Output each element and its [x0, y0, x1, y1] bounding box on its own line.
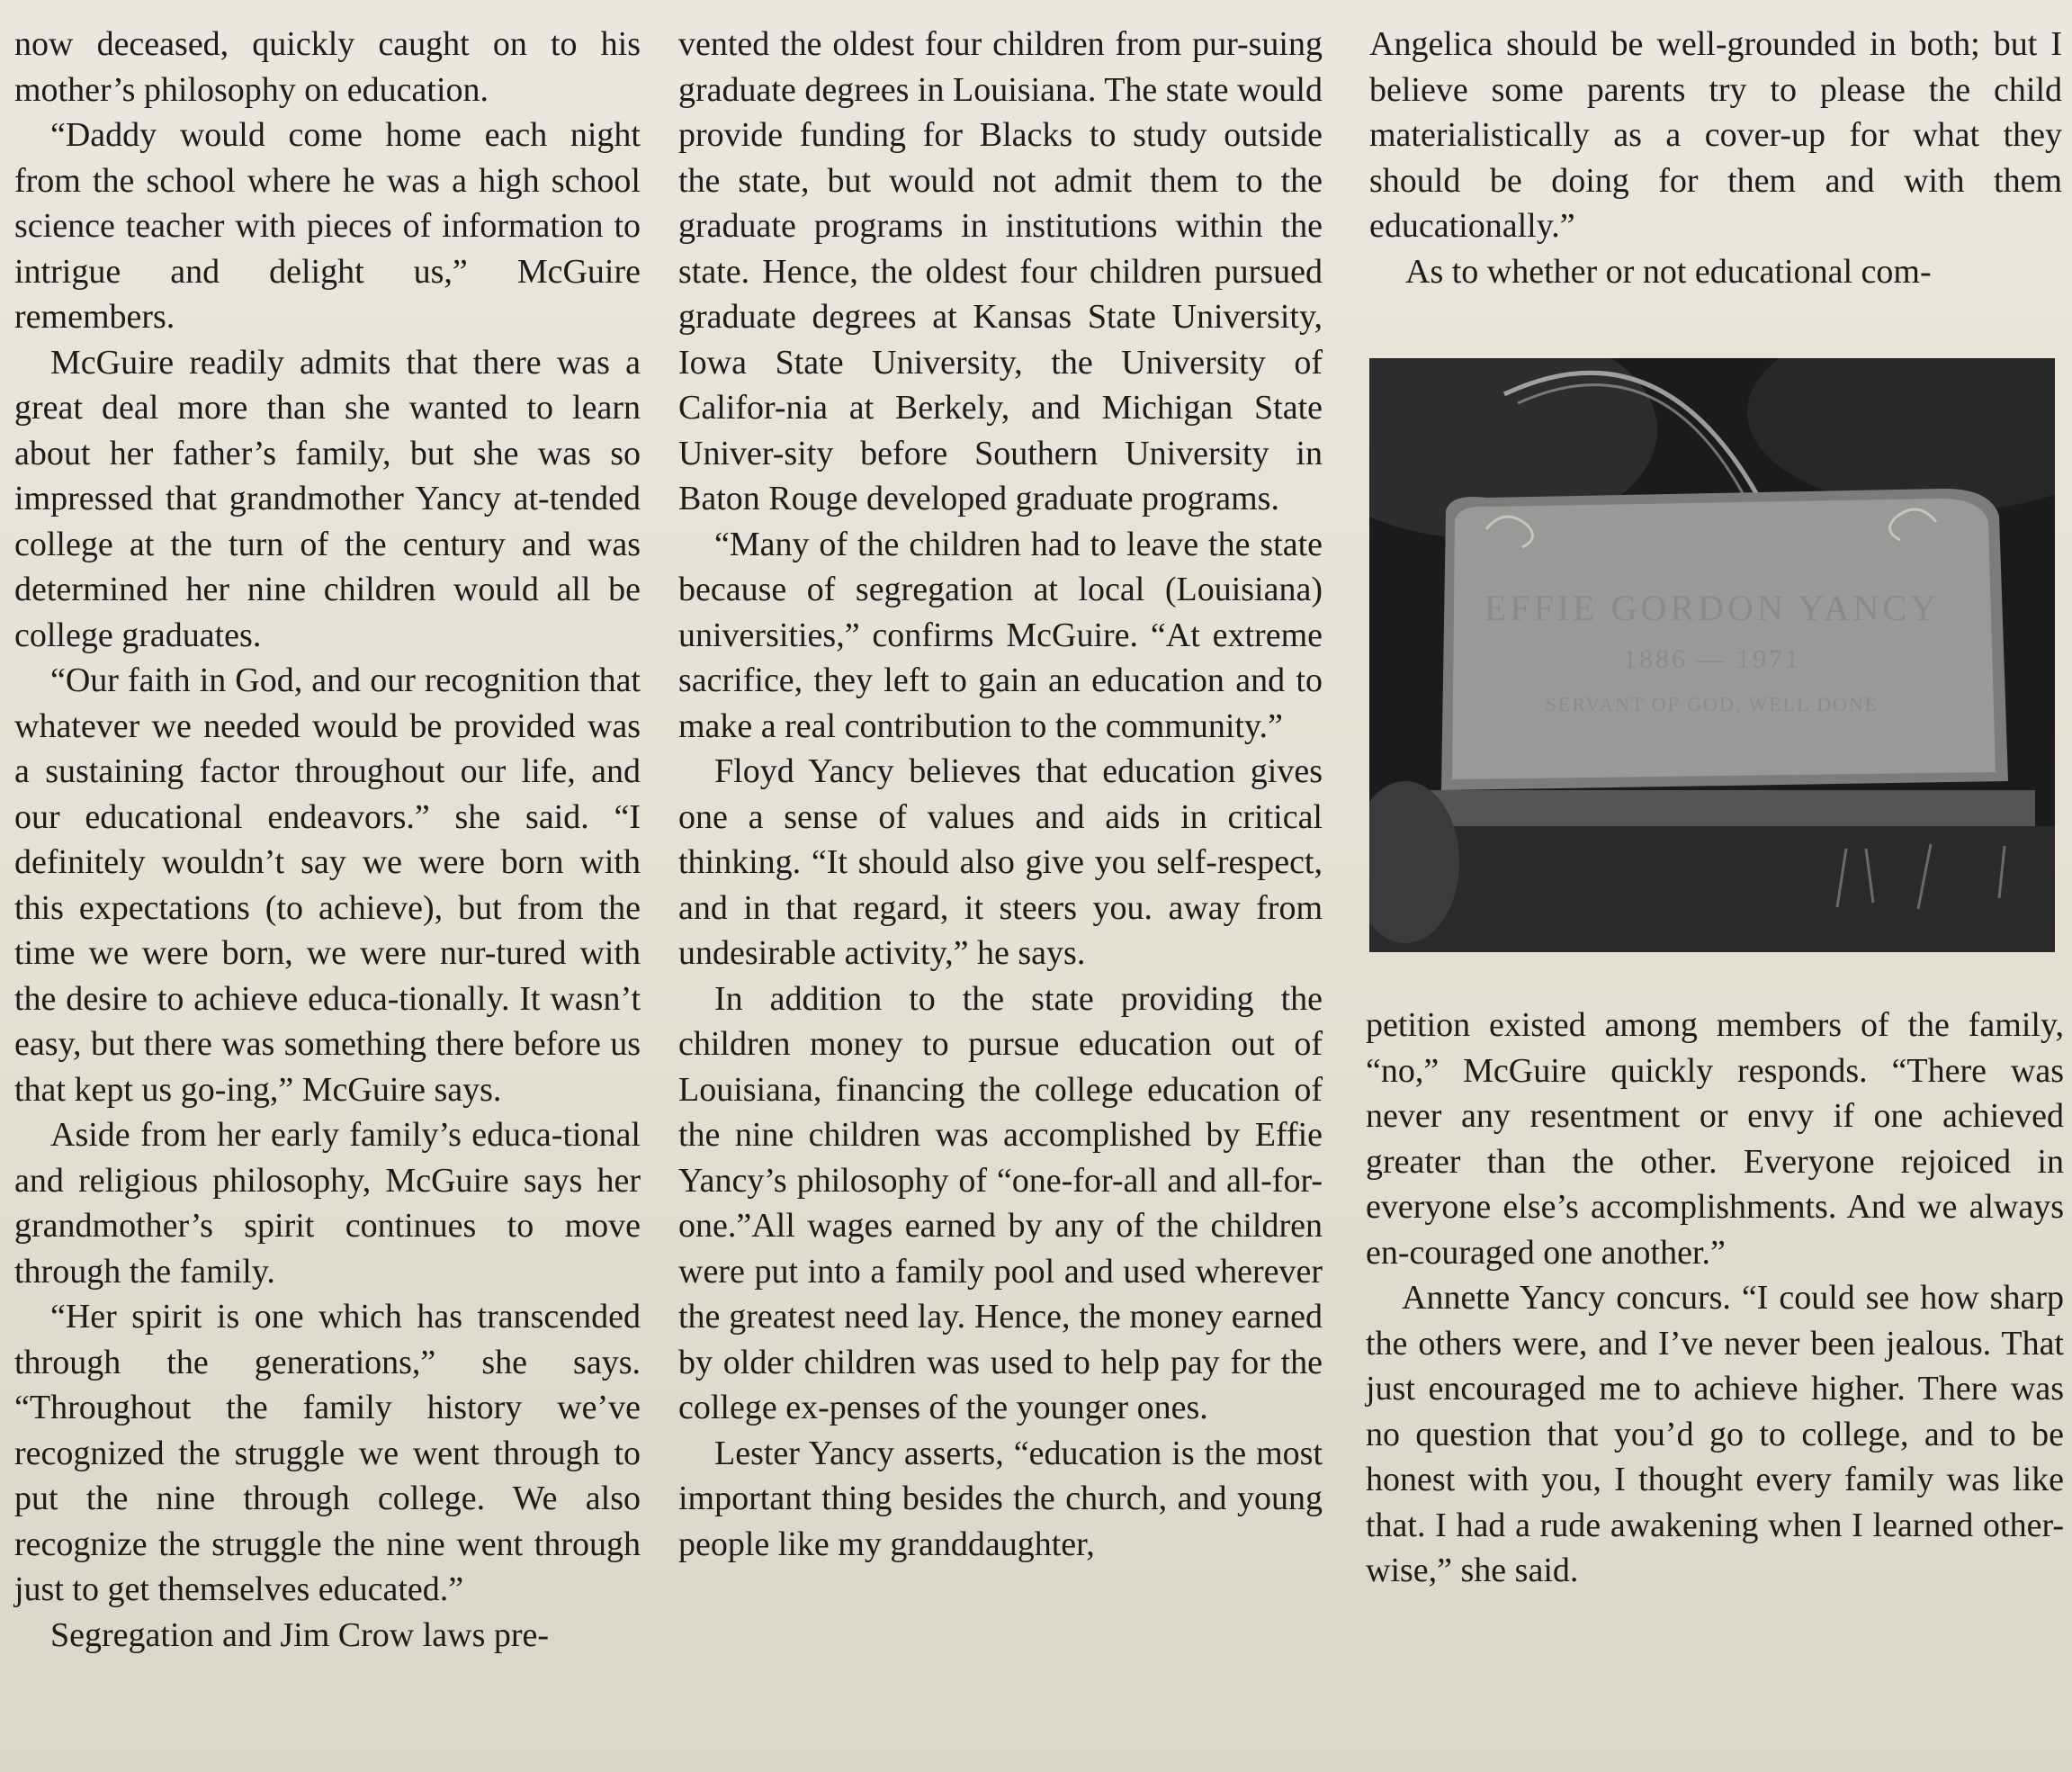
text-column-1 [14, 22, 641, 1658]
paragraph: In addition to the state providing the children money to pursue education out of Louisiana, financing the college education of the nine children was accomplished by Effie Yancy’s philosophy of “one-for-all and all-for-one.”All wages earned by any of the children were put into a family pool and used wherever the greatest need lay. Hence, the money earned by older children was used to help pay for the college ex-penses of the younger ones. [678, 979, 1323, 1426]
paragraph: “Many of the children had to leave the state because of segregation at local (Louisiana) universities,” confirms McGuire. “At extreme sacrifice, they left to gain an education and to make a real contribution to the community.” [678, 525, 1323, 745]
paragraph: As to whether or not educational com- [1405, 252, 1932, 291]
paragraph: Angelica should be well-grounded in both; but I believe some parents try to please the child materialistically as a cover-up for what they should be doing for them and with them educationally.” [1369, 25, 2062, 245]
gravestone-epitaph: SERVANT OF GOD, WELL DONE [1545, 693, 1879, 715]
text-column-2 [678, 22, 1323, 1567]
paragraph: Aside from her early family’s educa-tional and religious philosophy, McGuire says her grandmother’s spirit continues to move through the family. [14, 1116, 641, 1291]
paragraph: vented the oldest four children from pur-suing graduate degrees in Louisiana. The state would provide funding for Blacks to study outside the state, but would not admit them to the graduate programs in institutions within the state. Hence, the oldest four children pursued graduate degrees at Kansas State University, Iowa State University, the University of Califor-nia at Berkely, and Michigan State Univer-sity before Southern University in Baton Rouge developed graduate programs. [678, 25, 1323, 517]
paragraph: “Daddy would come home each night from the school where he was a high school science teacher with pieces of information to intrigue and delight us,” McGuire remembers. [14, 116, 641, 336]
paragraph: Lester Yancy asserts, “education is the most important thing besides the church, and young people like my granddaughter, [678, 1434, 1323, 1563]
gravestone-name: EFFIE GORDON YANCY [1484, 588, 1941, 628]
paragraph: “Her spirit is one which has transcended through the generations,” she says. “Throughout the family history we’ve recognized the struggle we went through to put the nine through college. We also recognize the struggle the nine went through just to get themselves educated.” [14, 1298, 641, 1608]
paragraph: Floyd Yancy believes that education gives one a sense of values and aids in critical thinking. “It should also give you self-respect, and in that regard, it steers you. away from undesirable activity,” he says. [678, 752, 1323, 972]
text-column-3-bottom [1366, 1003, 2064, 1594]
text-column-3-top [1369, 22, 2062, 294]
paragraph: McGuire readily admits that there was a great deal more than she wanted to learn about her father’s family, but she was so impressed that grandmother Yancy at-tended college at the turn of the century and was determined her nine children would all be college graduates. [14, 343, 641, 654]
gravestone-photo [1369, 358, 2055, 952]
paragraph: Segregation and Jim Crow laws pre- [50, 1615, 550, 1654]
gravestone-dates: 1886 — 1971 [1623, 644, 1801, 674]
paragraph: petition existed among members of the family, “no,” McGuire quickly responds. “There was never any resentment or envy if one achieved greater than the other. Everyone rejoiced in everyone else’s accomplishments. And we always en-couraged one another.” [1366, 1006, 2064, 1272]
paragraph: now deceased, quickly caught on to his mother’s philosophy on education. [14, 25, 641, 109]
paragraph: “Our faith in God, and our recognition that whatever we needed would be provided was a sustaining factor throughout our life, and our educational endeavors.” she said. “I definitely wouldn’t say we were born with this expectations (to achieve), but from the time we were born, we were nur-tured with the desire to achieve educa-tionally. It wasn’t easy, but there was something there before us that kept us go-ing,” McGuire says. [14, 661, 641, 1109]
paragraph: Annette Yancy concurs. “I could see how sharp the others were, and I’ve never been jealous. That just encouraged me to achieve higher. There was no question that you’d go to college, and to be honest with you, I thought every family was like that. I had a rude awakening when I learned other-wise,” she said. [1366, 1279, 2064, 1589]
